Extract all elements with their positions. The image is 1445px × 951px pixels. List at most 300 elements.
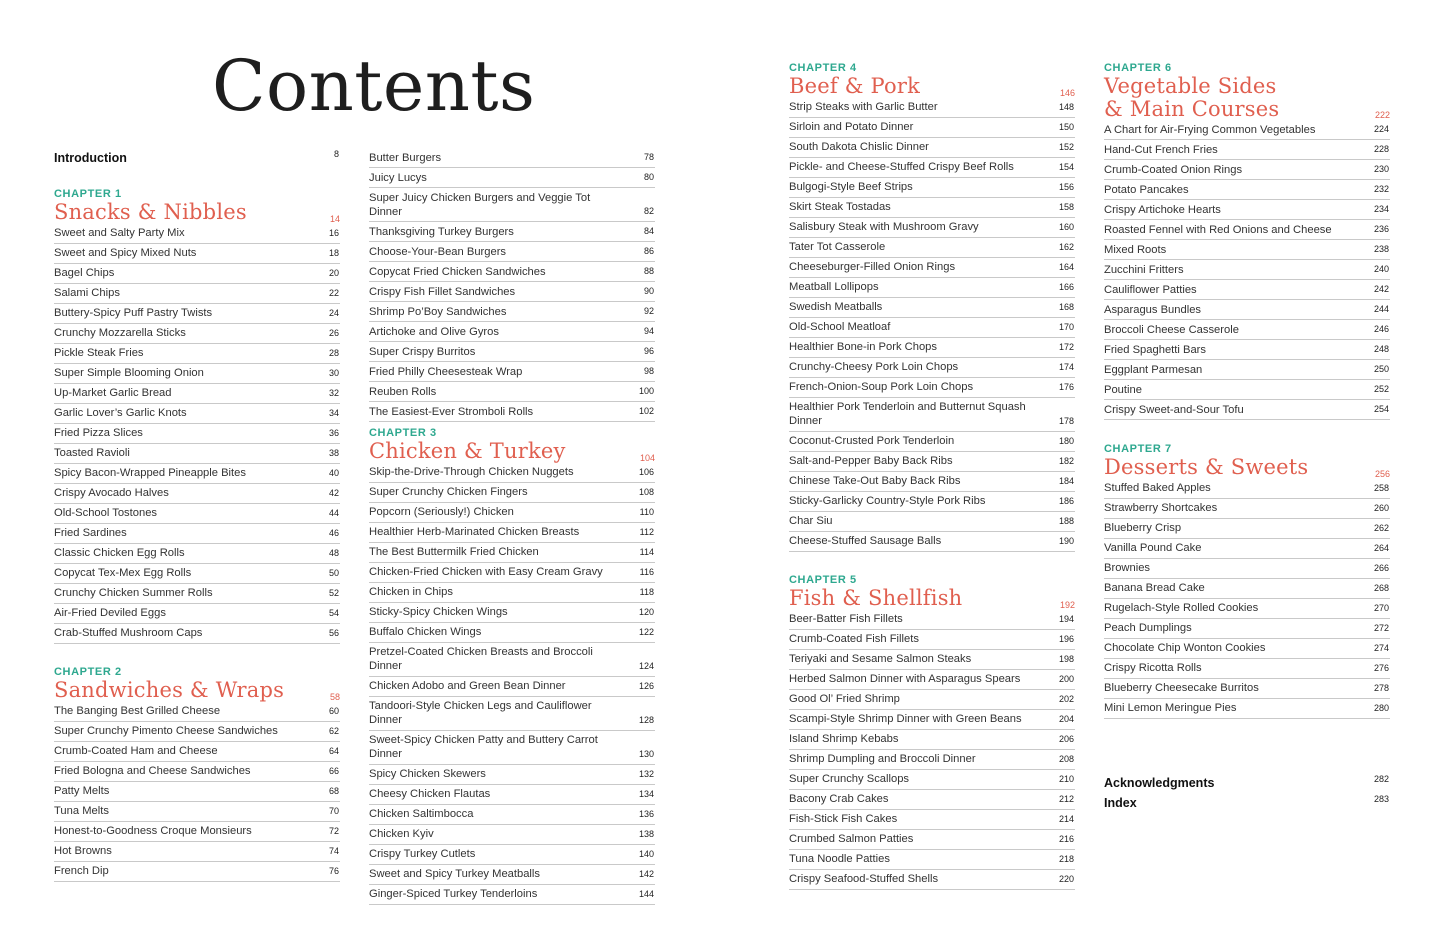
entry-page-number: 108 [638, 486, 654, 497]
entry-title: Pretzel-Coated Chicken Breasts and Broccoli Dinner [369, 646, 593, 672]
toc-entry[interactable] [369, 362, 655, 382]
toc-entry[interactable] [369, 342, 655, 362]
toc-entry[interactable] [1104, 160, 1390, 180]
toc-entry[interactable] [1104, 579, 1390, 599]
toc-entry[interactable] [54, 624, 340, 644]
toc-entry[interactable] [54, 364, 340, 384]
chapter-label: CHAPTER 4 [789, 62, 857, 74]
toc-entry[interactable] [369, 503, 655, 523]
entry-page-number: 42 [328, 487, 339, 498]
entry-title: Chicken in Chips [369, 586, 453, 598]
toc-entry[interactable] [789, 650, 1075, 670]
toc-entry[interactable] [789, 630, 1075, 650]
toc-column-2 [369, 148, 655, 938]
entry-title: Tater Tot Casserole [789, 241, 886, 253]
entry-page-number: 250 [1373, 364, 1389, 374]
toc-entry[interactable] [369, 805, 655, 825]
entry-title: Crispy Avocado Halves [54, 487, 169, 499]
toc-entry[interactable] [789, 98, 1075, 118]
toc-entry[interactable] [369, 463, 655, 483]
entry-page-number: 110 [639, 506, 654, 517]
entry-title: Tuna Melts [54, 805, 109, 817]
toc-entry[interactable] [1104, 180, 1390, 200]
chapter-heading[interactable] [789, 587, 1075, 610]
toc-entry[interactable] [54, 464, 340, 484]
toc-entry[interactable] [369, 483, 655, 503]
toc-entry[interactable] [1104, 220, 1390, 240]
toc-entry[interactable] [1104, 659, 1390, 679]
entry-page-number: 102 [638, 406, 654, 416]
entry-title: Hand-Cut French Fries [1104, 143, 1218, 156]
entry-page-number: 90 [643, 286, 654, 296]
toc-entry[interactable] [789, 610, 1075, 630]
toc-entry[interactable] [369, 148, 655, 168]
entry-page-number: 100 [638, 386, 654, 396]
toc-column-4 [1104, 62, 1390, 942]
entry-title: Old-School Tostones [54, 507, 158, 519]
toc-entry[interactable] [54, 742, 340, 762]
toc-entry[interactable] [1104, 260, 1390, 280]
entry-page-number: 138 [638, 828, 654, 839]
toc-entry[interactable] [789, 830, 1075, 850]
entry-title: Up-Market Garlic Bread [54, 387, 172, 399]
entry-page-number: 208 [1058, 753, 1074, 764]
entry-title: Hot Browns [54, 845, 112, 857]
toc-entry[interactable] [369, 322, 655, 342]
toc-entry[interactable] [54, 324, 340, 344]
entry-page-number: 134 [638, 788, 654, 799]
toc-entry[interactable] [1104, 340, 1390, 360]
entry-page-number: 198 [1058, 653, 1074, 664]
entry-page-number: 202 [1058, 693, 1074, 704]
entry-title: Zucchini Fritters [1104, 263, 1184, 276]
chapter-label: CHAPTER 7 [1104, 443, 1172, 455]
toc-entry[interactable] [1104, 400, 1390, 420]
toc-entry[interactable] [369, 677, 655, 697]
toc-entry[interactable] [789, 358, 1075, 378]
entry-title: Chicken Saltimbocca [369, 808, 474, 820]
entry-page-number: 232 [1373, 184, 1389, 194]
toc-entry[interactable] [789, 730, 1075, 750]
toc-entry[interactable] [369, 825, 655, 845]
entry-title: South Dakota Chislic Dinner [789, 141, 929, 153]
toc-entry[interactable] [789, 492, 1075, 512]
entry-title: Vanilla Pound Cake [1104, 542, 1202, 554]
entry-title: Bacony Crab Cakes [789, 793, 889, 805]
toc-entry[interactable] [789, 378, 1075, 398]
entry-page-number: 230 [1373, 164, 1389, 174]
entry-title: Char Siu [789, 515, 833, 527]
entry-title: Stuffed Baked Apples [1104, 482, 1211, 494]
toc-entry[interactable] [369, 697, 655, 731]
toc-entry[interactable] [54, 762, 340, 782]
chapter-heading[interactable] [1104, 75, 1390, 120]
entry-title: Meatball Lollipops [789, 281, 879, 293]
toc-entry[interactable] [369, 603, 655, 623]
toc-entry[interactable] [54, 304, 340, 324]
entry-title: Copycat Fried Chicken Sandwiches [369, 265, 546, 278]
toc-entry[interactable] [789, 178, 1075, 198]
entry-page-number: 40 [328, 467, 339, 478]
entry-list [369, 148, 655, 422]
entry-page-number: 44 [328, 507, 339, 518]
entry-page-number: 112 [639, 526, 654, 537]
entry-page-number: 140 [638, 848, 654, 859]
entry-title: Crumb-Coated Fish Fillets [789, 633, 919, 645]
chapter-title-line-1: Vegetable Sides [1104, 74, 1277, 98]
entry-page-number: 98 [643, 366, 654, 376]
toc-entry[interactable] [54, 404, 340, 424]
entry-title: Crab-Stuffed Mushroom Caps [54, 627, 203, 639]
toc-entry[interactable] [369, 885, 655, 905]
entry-title: Super Crispy Burritos [369, 345, 476, 358]
toc-entry[interactable] [789, 750, 1075, 770]
entry-page-number: 164 [1058, 261, 1074, 272]
toc-entry[interactable] [1104, 679, 1390, 699]
entry-title: Crispy Seafood-Stuffed Shells [789, 873, 939, 885]
entry-page-number: 182 [1058, 455, 1074, 466]
introduction-section [54, 148, 340, 168]
toc-entry[interactable] [54, 484, 340, 504]
toc-entry[interactable] [1104, 200, 1390, 220]
chapter-heading[interactable] [54, 201, 340, 224]
toc-entry[interactable] [1104, 280, 1390, 300]
entry-page-number: 56 [328, 627, 339, 638]
entry-page-number: 242 [1373, 284, 1389, 294]
toc-entry[interactable] [1104, 300, 1390, 320]
chapter-title: Fish & Shellfish [789, 586, 963, 610]
entry-page-number: 28 [328, 347, 339, 358]
chapter-page-number: 192 [1059, 599, 1075, 610]
toc-column-3 [789, 62, 1075, 942]
toc-entry[interactable] [369, 168, 655, 188]
entry-page-number: 274 [1373, 642, 1389, 653]
entry-title: Artichoke and Olive Gyros [369, 325, 499, 338]
entry-list [789, 610, 1075, 890]
toc-entry[interactable] [54, 244, 340, 264]
toc-entry[interactable] [1104, 479, 1390, 499]
toc-entry[interactable] [369, 845, 655, 865]
entry-title: Air-Fried Deviled Eggs [54, 607, 166, 619]
entry-page-number: 262 [1373, 522, 1389, 533]
entry-title: Swedish Meatballs [789, 301, 883, 313]
toc-entry[interactable] [54, 564, 340, 584]
toc-entry[interactable] [789, 138, 1075, 158]
entry-page-number: 282 [1373, 774, 1389, 784]
toc-entry[interactable] [369, 402, 655, 422]
toc-entry[interactable] [789, 452, 1075, 472]
chapter-title: Chicken & Turkey [369, 439, 566, 463]
entry-title: Chicken Adobo and Green Bean Dinner [369, 680, 566, 692]
toc-entry[interactable] [789, 790, 1075, 810]
entry-page-number: 174 [1058, 361, 1074, 372]
toc-entry[interactable] [54, 504, 340, 524]
entry-page-number: 200 [1058, 673, 1074, 684]
toc-entry-index[interactable] [1104, 793, 1390, 813]
toc-entry[interactable] [1104, 380, 1390, 400]
entry-title: Tuna Noodle Patties [789, 853, 890, 865]
entry-page-number: 168 [1058, 301, 1074, 312]
entry-title: Bulgogi-Style Beef Strips [789, 181, 913, 193]
entry-page-number: 48 [328, 547, 339, 558]
entry-page-number: 258 [1373, 482, 1389, 493]
toc-entry[interactable] [1104, 599, 1390, 619]
toc-entry[interactable] [1104, 360, 1390, 380]
entry-title: Index [1104, 796, 1137, 810]
toc-entry[interactable] [54, 264, 340, 284]
toc-entry-introduction[interactable] [54, 148, 340, 168]
chapter-heading[interactable] [54, 679, 340, 702]
toc-entry[interactable] [369, 623, 655, 643]
toc-entry[interactable] [1104, 499, 1390, 519]
entry-page-number: 68 [328, 785, 339, 796]
entry-title: Beer-Batter Fish Fillets [789, 613, 903, 625]
toc-entry[interactable] [789, 870, 1075, 890]
toc-entry[interactable] [369, 543, 655, 563]
toc-entry[interactable] [1104, 619, 1390, 639]
toc-entry[interactable] [369, 731, 655, 765]
entry-page-number: 8 [333, 149, 339, 159]
entry-list [789, 98, 1075, 552]
toc-entry[interactable] [1104, 320, 1390, 340]
chapter-heading[interactable] [369, 440, 655, 463]
toc-entry[interactable] [1104, 639, 1390, 659]
entry-page-number: 114 [639, 546, 654, 557]
toc-entry[interactable] [369, 583, 655, 603]
toc-entry[interactable] [369, 523, 655, 543]
toc-entry[interactable] [369, 643, 655, 677]
entry-page-number: 16 [328, 227, 339, 238]
chapter-heading[interactable] [789, 75, 1075, 98]
entry-title: Sticky-Garlicky Country-Style Pork Ribs [789, 495, 986, 507]
toc-entry[interactable] [369, 222, 655, 242]
entry-page-number: 166 [1058, 281, 1074, 292]
entry-page-number: 46 [328, 527, 339, 538]
toc-entry[interactable] [1104, 559, 1390, 579]
entry-page-number: 196 [1058, 633, 1074, 644]
entry-page-number: 162 [1058, 241, 1074, 252]
entry-list [54, 224, 340, 644]
page-title: Contents [212, 45, 536, 127]
toc-entry[interactable] [1104, 140, 1390, 160]
entry-title: Banana Bread Cake [1104, 582, 1205, 594]
entry-page-number: 34 [328, 407, 339, 418]
toc-entry[interactable] [54, 862, 340, 882]
toc-entry[interactable] [789, 690, 1075, 710]
toc-entry[interactable] [789, 432, 1075, 452]
entry-page-number: 70 [328, 805, 339, 816]
toc-entry[interactable] [789, 298, 1075, 318]
entry-page-number: 148 [1058, 101, 1074, 112]
entry-page-number: 234 [1373, 204, 1389, 214]
entry-title: Herbed Salmon Dinner with Asparagus Spears [789, 673, 1021, 685]
toc-entry[interactable] [54, 444, 340, 464]
toc-entry[interactable] [789, 710, 1075, 730]
toc-entry[interactable] [789, 850, 1075, 870]
toc-entry[interactable] [789, 810, 1075, 830]
entry-title: Roasted Fennel with Red Onions and Cheese [1104, 223, 1332, 236]
toc-entry[interactable] [369, 282, 655, 302]
entry-title: Fried Pizza Slices [54, 427, 143, 439]
toc-entry[interactable] [789, 532, 1075, 552]
entry-page-number: 92 [643, 306, 654, 316]
chapter-title: Snacks & Nibbles [54, 200, 247, 224]
entry-title: The Easiest-Ever Stromboli Rolls [369, 405, 534, 418]
entry-title: Potato Pancakes [1104, 183, 1189, 196]
entry-title: Salisbury Steak with Mushroom Gravy [789, 221, 979, 233]
toc-entry[interactable] [54, 702, 340, 722]
toc-entry[interactable] [54, 344, 340, 364]
entry-title: Chocolate Chip Wonton Cookies [1104, 642, 1266, 654]
entry-title: Classic Chicken Egg Rolls [54, 547, 185, 559]
toc-entry[interactable] [1104, 699, 1390, 719]
chapter-2-section [54, 666, 340, 882]
chapter-heading[interactable] [1104, 456, 1390, 479]
entry-page-number: 214 [1058, 813, 1074, 824]
chapter-label: CHAPTER 3 [369, 427, 437, 439]
toc-entry[interactable] [789, 258, 1075, 278]
entry-title: Mini Lemon Meringue Pies [1104, 702, 1237, 714]
entry-title: The Best Buttermilk Fried Chicken [369, 546, 539, 558]
toc-entry[interactable] [54, 782, 340, 802]
toc-entry[interactable] [54, 544, 340, 564]
entry-page-number: 26 [328, 327, 339, 338]
entry-title: French-Onion-Soup Pork Loin Chops [789, 381, 974, 393]
entry-title: Spicy Bacon-Wrapped Pineapple Bites [54, 467, 246, 479]
entry-page-number: 62 [328, 725, 339, 736]
toc-entry[interactable] [369, 302, 655, 322]
entry-page-number: 38 [328, 447, 339, 458]
toc-entry[interactable] [369, 865, 655, 885]
entry-page-number: 22 [328, 287, 339, 298]
entry-title: Honest-to-Goodness Croque Monsieurs [54, 825, 252, 837]
entry-page-number: 190 [1058, 535, 1074, 546]
entry-page-number: 64 [328, 745, 339, 756]
toc-entry[interactable] [789, 318, 1075, 338]
toc-entry[interactable] [1104, 120, 1390, 140]
toc-entry[interactable] [789, 670, 1075, 690]
entry-title: Crispy Sweet-and-Sour Tofu [1104, 403, 1244, 416]
entry-page-number: 118 [639, 586, 654, 597]
toc-entry[interactable] [789, 512, 1075, 532]
entry-title: Crispy Ricotta Rolls [1104, 662, 1202, 674]
toc-entry[interactable] [1104, 539, 1390, 559]
entry-page-number: 116 [639, 566, 654, 577]
entry-page-number: 276 [1373, 662, 1389, 673]
toc-entry[interactable] [369, 563, 655, 583]
entry-title: Crumb-Coated Onion Rings [1104, 163, 1243, 176]
entry-title: Chicken Kyiv [369, 828, 434, 840]
toc-entry[interactable] [369, 382, 655, 402]
entry-page-number: 66 [328, 765, 339, 776]
chapter-label: CHAPTER 5 [789, 574, 857, 586]
toc-entry[interactable] [789, 218, 1075, 238]
toc-entry[interactable] [789, 398, 1075, 432]
chapter-page-number: 14 [329, 213, 340, 224]
toc-entry[interactable] [789, 118, 1075, 138]
entry-page-number: 180 [1058, 435, 1074, 446]
toc-entry[interactable] [54, 284, 340, 304]
toc-entry[interactable] [54, 384, 340, 404]
entry-page-number: 80 [643, 172, 654, 182]
toc-entry[interactable] [369, 765, 655, 785]
toc-entry[interactable] [789, 770, 1075, 790]
entry-title: Fried Spaghetti Bars [1104, 343, 1206, 356]
entry-title: Chicken-Fried Chicken with Easy Cream Gravy [369, 566, 603, 578]
entry-page-number: 36 [328, 427, 339, 438]
toc-entry[interactable] [789, 338, 1075, 358]
entry-title: Buttery-Spicy Puff Pastry Twists [54, 307, 213, 319]
chapter-label: CHAPTER 2 [54, 666, 122, 678]
entry-list [369, 463, 655, 905]
toc-entry[interactable] [369, 262, 655, 282]
toc-entry[interactable] [54, 584, 340, 604]
chapter-label: CHAPTER 1 [54, 188, 122, 200]
entry-title: Sweet and Spicy Turkey Meatballs [369, 868, 541, 880]
entry-title: Healthier Pork Tenderloin and Butternut Squash Dinner [789, 401, 1026, 427]
entry-title: Sirloin and Potato Dinner [789, 121, 914, 133]
entry-page-number: 82 [643, 206, 654, 216]
entry-page-number: 283 [1373, 794, 1389, 804]
entry-title: Salami Chips [54, 287, 120, 299]
entry-title: Strip Steaks with Garlic Butter [789, 101, 938, 113]
toc-entry[interactable] [54, 604, 340, 624]
toc-entry[interactable] [54, 524, 340, 544]
entry-page-number: 220 [1058, 873, 1074, 884]
entry-page-number: 154 [1058, 161, 1074, 172]
toc-entry[interactable] [54, 822, 340, 842]
toc-entry[interactable] [54, 224, 340, 244]
entry-title: Skip-the-Drive-Through Chicken Nuggets [369, 466, 574, 478]
toc-entry[interactable] [369, 188, 655, 222]
toc-entry[interactable] [369, 242, 655, 262]
entry-title: Pickle- and Cheese-Stuffed Crispy Beef Rolls [789, 161, 1014, 173]
toc-entry[interactable] [369, 785, 655, 805]
toc-entry[interactable] [1104, 519, 1390, 539]
toc-entry[interactable] [54, 802, 340, 822]
toc-entry[interactable] [789, 278, 1075, 298]
toc-entry-acknowledgments[interactable] [1104, 773, 1390, 793]
toc-entry[interactable] [1104, 240, 1390, 260]
entry-title: Sweet and Salty Party Mix [54, 227, 185, 239]
toc-entry[interactable] [789, 472, 1075, 492]
entry-title: Skirt Steak Tostadas [789, 201, 891, 213]
toc-entry[interactable] [54, 424, 340, 444]
entry-page-number: 86 [643, 246, 654, 256]
entry-title: French Dip [54, 865, 109, 877]
entry-title: Cheese-Stuffed Sausage Balls [789, 535, 942, 547]
entry-title: Salt-and-Pepper Baby Back Ribs [789, 455, 953, 467]
chapter-1-section [54, 188, 340, 644]
entry-title: The Banging Best Grilled Cheese [54, 705, 221, 717]
entry-title: Cheeseburger-Filled Onion Rings [789, 261, 956, 273]
entry-page-number: 218 [1058, 853, 1074, 864]
entry-page-number: 194 [1058, 613, 1074, 624]
entry-title: Asparagus Bundles [1104, 303, 1202, 316]
entry-title: Acknowledgments [1104, 776, 1215, 790]
entry-page-number: 252 [1373, 384, 1389, 394]
entry-title: Healthier Herb-Marinated Chicken Breasts [369, 526, 580, 538]
entry-title: Copycat Tex-Mex Egg Rolls [54, 567, 192, 579]
entry-title: Shrimp Po’Boy Sandwiches [369, 305, 507, 318]
toc-entry[interactable] [789, 158, 1075, 178]
toc-entry[interactable] [789, 198, 1075, 218]
entry-page-number: 184 [1058, 475, 1074, 486]
toc-entry[interactable] [54, 842, 340, 862]
entry-title: Bagel Chips [54, 267, 115, 279]
toc-entry[interactable] [54, 722, 340, 742]
toc-entry[interactable] [789, 238, 1075, 258]
